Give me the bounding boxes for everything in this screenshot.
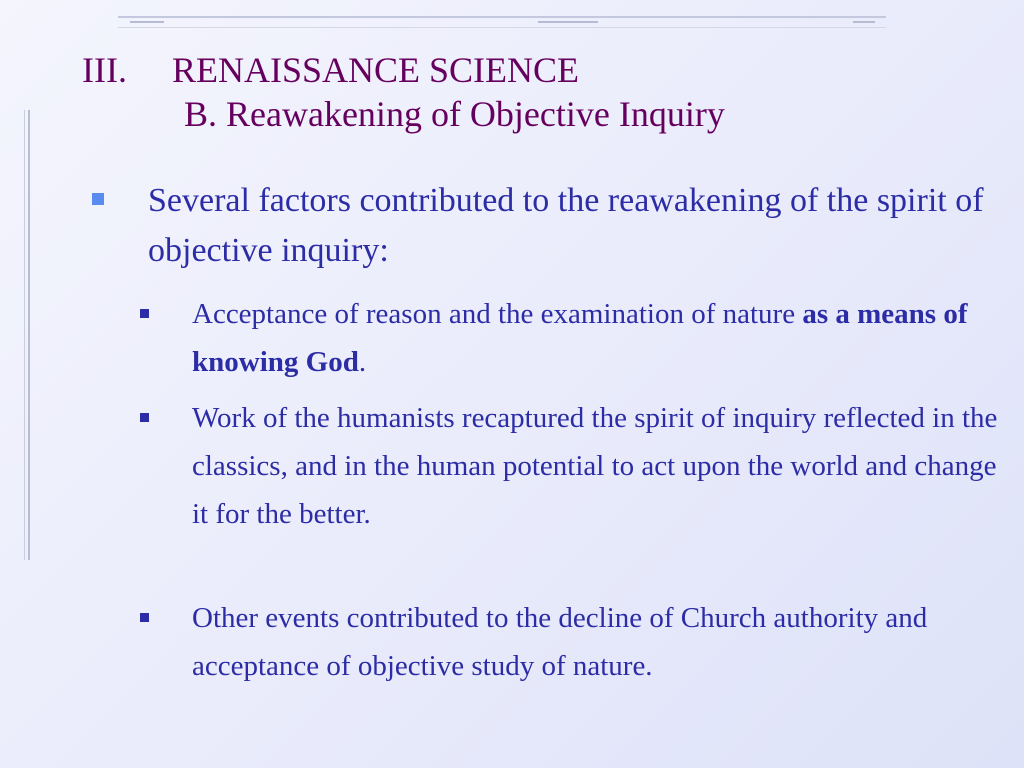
sub-bullet-text-end: . bbox=[358, 346, 367, 378]
square-bullet-icon bbox=[140, 413, 149, 422]
section-number: III. bbox=[82, 50, 127, 90]
rule-speck bbox=[853, 21, 875, 23]
sub-bullet-text-bold: as a means of knowing God bbox=[192, 298, 968, 378]
section-heading: RENAISSANCE SCIENCE bbox=[172, 50, 580, 90]
square-bullet-icon bbox=[92, 193, 104, 205]
sub-bullet-1 bbox=[140, 290, 1000, 386]
title-line-main bbox=[82, 48, 725, 92]
sub-bullet-2 bbox=[140, 394, 1000, 538]
sub-bullet-text bbox=[192, 290, 1000, 386]
section-subheading: B. Reawakening of Objective Inquiry bbox=[184, 94, 725, 134]
left-decorative-rule bbox=[24, 110, 30, 560]
slide-title bbox=[82, 48, 725, 136]
sub-bullet-text-regular: Acceptance of reason and the examination of nature bbox=[192, 298, 803, 330]
main-bullet bbox=[92, 176, 1012, 276]
square-bullet-icon bbox=[140, 613, 149, 622]
sub-bullet-text: Other events contributed to the decline of Church authority and acceptance of objective study of nature. bbox=[192, 602, 928, 682]
rule-speck bbox=[538, 21, 598, 23]
square-bullet-icon bbox=[140, 309, 149, 318]
main-bullet-text: Several factors contributed to the reawakening of the spirit of objective inquiry: bbox=[148, 182, 984, 269]
sub-bullet-3 bbox=[140, 594, 1000, 690]
sub-bullet-text: Work of the humanists recaptured the spirit of inquiry reflected in the classics, and in the human potential to act upon the world and change it for the better. bbox=[192, 402, 998, 530]
top-decorative-rule bbox=[118, 16, 886, 28]
rule-speck bbox=[130, 21, 164, 23]
